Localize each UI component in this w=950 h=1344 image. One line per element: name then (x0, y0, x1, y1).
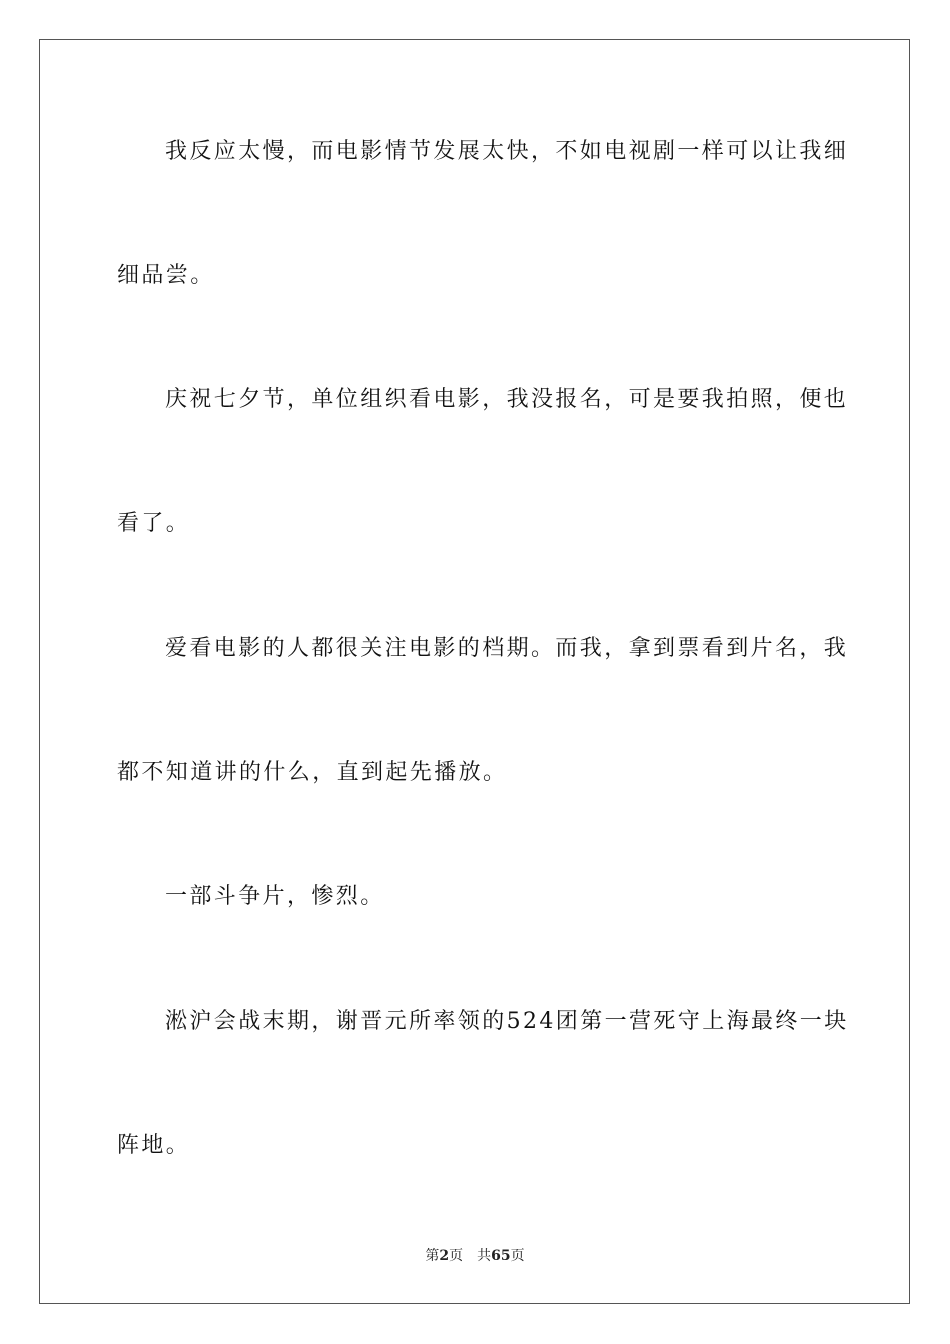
footer-total-suffix: 页 (510, 1248, 525, 1264)
footer-page-prefix: 第 (425, 1248, 440, 1264)
page-frame (39, 39, 910, 1304)
page-footer (0, 1246, 950, 1266)
paragraph-3-line-2: 都不知道讲的什么，直到起先播放。 (117, 760, 508, 785)
paragraph-5-line-2: 阵地。 (117, 1133, 191, 1158)
footer-page-number: 2 (439, 1248, 450, 1264)
footer-page-suffix: 页 (449, 1248, 464, 1264)
footer-total-pages: 65 (491, 1248, 511, 1264)
paragraph-5-line-1: 淞沪会战末期，谢晋元所率领的524团第一营死守上海最终一块 (165, 1009, 849, 1034)
footer-total-prefix: 共 (477, 1248, 492, 1264)
paragraph-2-line-2: 看了。 (117, 511, 191, 536)
paragraph-4-line-1: 一部斗争片，惨烈。 (165, 884, 385, 909)
paragraph-1-line-2: 细品尝。 (117, 263, 215, 288)
paragraph-1-line-1: 我反应太慢，而电影情节发展太快，不如电视剧一样可以让我细 (165, 139, 849, 164)
paragraph-2-line-1: 庆祝七夕节，单位组织看电影，我没报名，可是要我拍照，便也 (165, 387, 849, 412)
paragraph-3-line-1: 爱看电影的人都很关注电影的档期。而我，拿到票看到片名，我 (165, 636, 849, 661)
